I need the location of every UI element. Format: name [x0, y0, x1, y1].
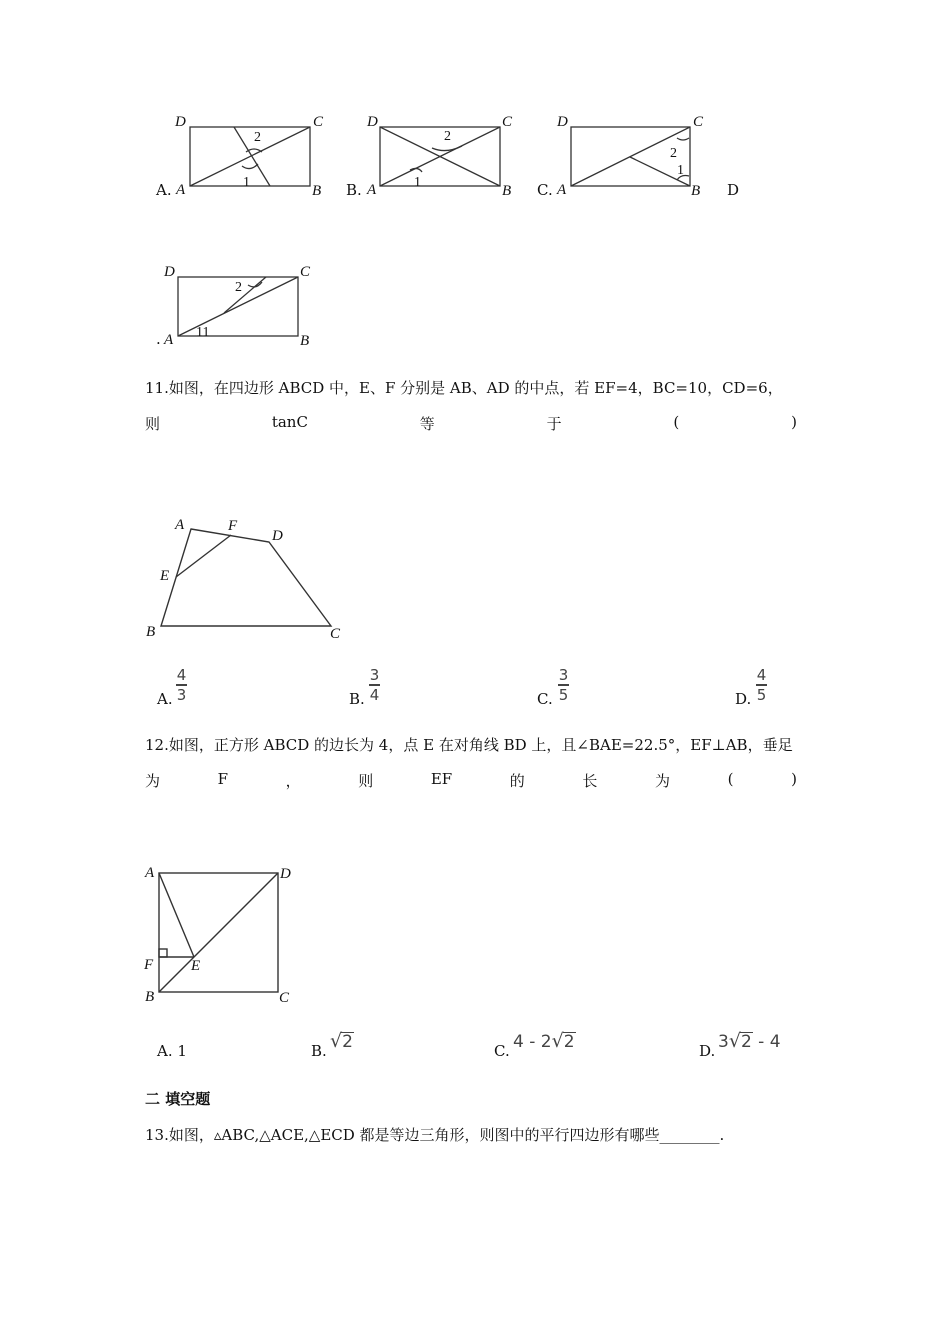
numerator: 4 — [756, 666, 767, 684]
label-2: 2 — [254, 130, 261, 145]
label-a: A — [557, 182, 567, 198]
q11-word: 等 — [419, 415, 435, 433]
label-1: 1 — [677, 163, 684, 178]
label-b: B — [312, 183, 322, 199]
q12-word: 长 — [582, 772, 598, 790]
q10-option-a-label: A. — [156, 181, 172, 199]
label-11: 11 — [196, 325, 210, 340]
angle-arc-2 — [677, 138, 689, 140]
q11-word: ( — [673, 413, 680, 431]
q12-option-a-label — [157, 1042, 187, 1060]
q12-option-c-math — [513, 1030, 576, 1052]
q11-option-d-label: D. — [735, 690, 752, 708]
radicand: 2 — [563, 1032, 575, 1052]
q10-option-c-label: C. — [537, 181, 553, 199]
label-a: A — [164, 332, 174, 348]
q12-word: 则 — [358, 772, 374, 790]
q11-option-c-fraction — [558, 667, 569, 703]
radical-sign: √ — [551, 1030, 564, 1052]
denominator: 4 — [369, 685, 380, 704]
q10-option-d-label: D — [727, 181, 740, 199]
midline-ef — [176, 535, 231, 577]
q10-option-b-label: B. — [346, 181, 362, 199]
q11-word: tanC — [271, 413, 308, 431]
denominator: 3 — [176, 685, 187, 704]
segment-ae — [159, 873, 194, 957]
label-2: 2 — [444, 129, 451, 144]
q12-word: ) — [791, 770, 797, 788]
q12-figure — [140, 860, 310, 1010]
radical-sign: √ — [728, 1030, 741, 1052]
label-c: C — [313, 114, 324, 130]
label-2: 2 — [670, 146, 677, 161]
label-d: D — [164, 264, 175, 280]
angle-arc-2 — [432, 146, 462, 151]
label-d: D — [272, 528, 283, 544]
q11-option-a-label: A. — [157, 690, 173, 708]
section-title: 二 填空题 — [145, 1090, 211, 1108]
q12-word: EF — [430, 770, 453, 788]
label-d: D — [557, 114, 568, 130]
label-c: C — [279, 990, 290, 1006]
radical-sign: √ — [330, 1030, 343, 1052]
q11-option-b-label: B. — [349, 690, 365, 708]
label-f: F — [228, 518, 238, 534]
label-f: F — [144, 957, 154, 973]
numerator: 3 — [558, 666, 569, 684]
cross-line — [234, 127, 270, 186]
label-b: B — [145, 989, 155, 1005]
prefix: 3 — [718, 1032, 729, 1052]
label-b: B — [691, 183, 701, 199]
denominator: 5 — [558, 685, 569, 704]
diagonal-bd — [159, 873, 278, 992]
label-a: A — [175, 517, 185, 533]
radicand: 2 — [342, 1032, 353, 1052]
suffix: - 4 — [752, 1032, 781, 1052]
q12-option-d-label: D. — [699, 1042, 716, 1060]
denominator: 5 — [756, 685, 767, 704]
label-a: A — [145, 865, 155, 881]
radicand: 2 — [740, 1032, 752, 1052]
q12-option-b-math — [330, 1030, 354, 1052]
label-1: 1 — [414, 175, 421, 190]
q10-figure-d — [160, 258, 320, 348]
q12-option-b-label: B. — [311, 1042, 327, 1060]
q10-figure-b — [362, 108, 522, 198]
q12-word: ( — [727, 770, 734, 788]
q10-figure-a — [170, 108, 330, 198]
q11-option-d-fraction — [756, 667, 767, 703]
label-e: E — [191, 958, 201, 974]
q12-word: F — [217, 770, 229, 788]
q12-word: 的 — [509, 772, 525, 790]
numerator: 3 — [369, 666, 380, 684]
q11-figure — [143, 512, 353, 642]
label-c: C — [693, 114, 704, 130]
q12-word: 为 — [655, 772, 671, 790]
label-b: B — [146, 624, 156, 640]
q13-text: 13.如图，▵ABC,△ACE,△ECD 都是等边三角形，则图中的平行四边形有哪些________. — [145, 1126, 725, 1144]
label-a: A — [367, 182, 377, 198]
q11-word: ) — [791, 413, 797, 431]
label-b: B — [300, 333, 310, 349]
label-d: D — [175, 114, 186, 130]
right-angle-mark — [159, 949, 167, 957]
q11-option-c-label: C. — [537, 690, 553, 708]
quadrilateral-abcd — [161, 529, 331, 626]
label-d: D — [280, 866, 291, 882]
label-c: C — [300, 264, 311, 280]
diagonal-ac — [190, 127, 310, 186]
q12-text-line2 — [145, 770, 797, 791]
q11-text-line1: 11.如图，在四边形 ABCD 中，E、F 分别是 AB、AD 的中点，若 EF=4，BC=10，CD=6， — [145, 379, 783, 397]
q10-figure-c — [553, 108, 713, 198]
q12-text-line1: 12.如图，正方形 ABCD 的边长为 4，点 E 在对角线 BD 上，且∠BAE=22.5°，EF⊥AB，垂足 — [145, 736, 793, 754]
q12-word: ， — [285, 772, 301, 790]
numerator: 4 — [176, 666, 187, 684]
label-d: D — [367, 114, 378, 130]
label-b: B — [502, 183, 512, 199]
label-e: E — [160, 568, 170, 584]
q12-option-d-math — [718, 1030, 781, 1052]
q12-option-c-label: C. — [494, 1042, 510, 1060]
q11-option-a-fraction — [176, 667, 187, 703]
q11-option-b-fraction — [369, 667, 380, 703]
q11-word: 则 — [145, 415, 161, 433]
q11-word: 于 — [546, 415, 562, 433]
segment-to-top — [224, 277, 266, 313]
q10-option-d-cont: . — [156, 330, 161, 348]
q12-word: 为 — [145, 772, 161, 790]
prefix: 4 - 2 — [513, 1032, 552, 1052]
label-1: 1 — [243, 175, 250, 190]
option-letter: A. — [157, 1042, 173, 1060]
label-c: C — [502, 114, 513, 130]
q11-text-line2 — [145, 413, 797, 434]
label-a: A — [176, 182, 186, 198]
option-value: 1 — [177, 1042, 187, 1060]
angle-arc-1 — [242, 164, 258, 169]
label-c: C — [330, 626, 341, 642]
label-2: 2 — [235, 280, 242, 295]
